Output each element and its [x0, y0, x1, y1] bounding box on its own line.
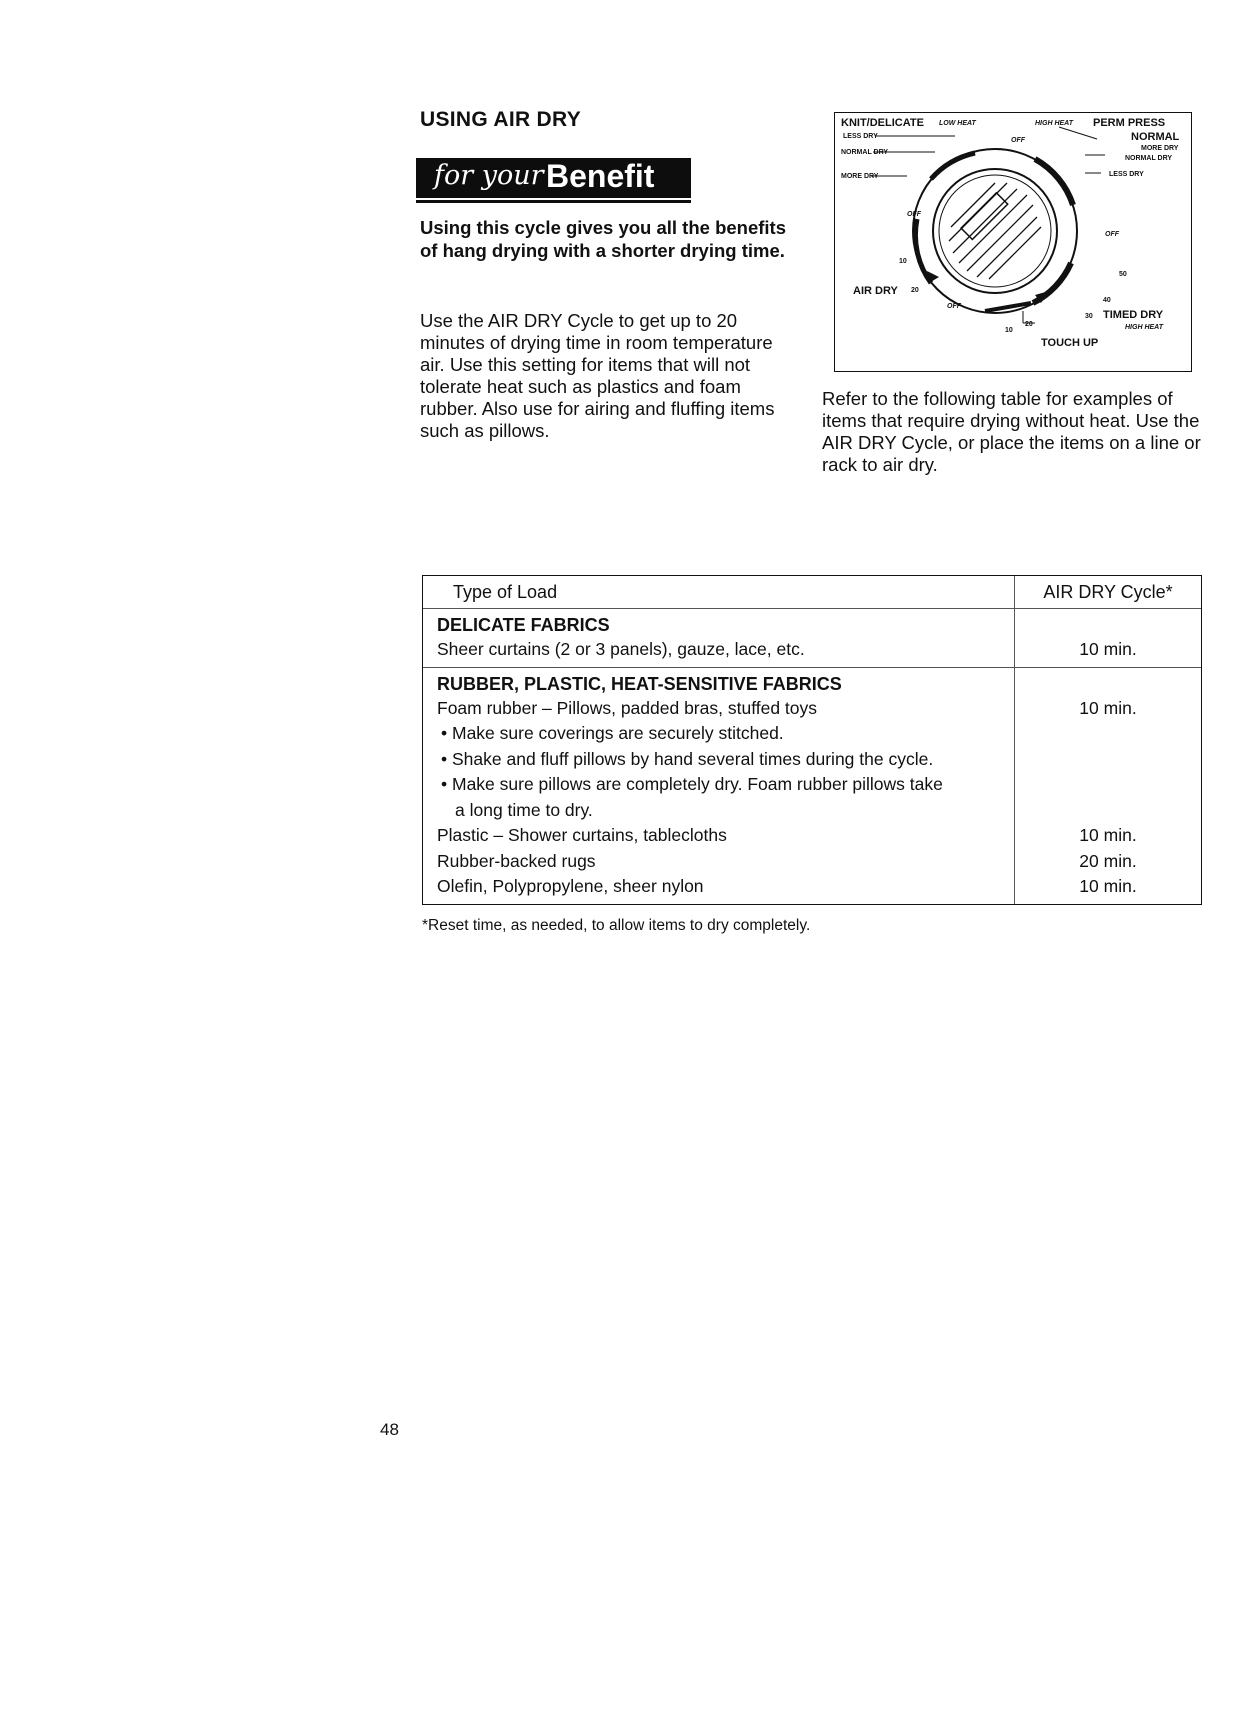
dial-label-more-dry-right: MORE DRY [1141, 145, 1179, 152]
banner-benefit-text: Benefit [546, 158, 655, 194]
dial-label-off-bottom: OFF [947, 303, 961, 310]
table-header-row [423, 576, 1201, 608]
air-dry-table [422, 575, 1202, 905]
dial-label-off-right: OFF [1105, 231, 1119, 238]
page-number: 48 [380, 1420, 399, 1439]
item-foam-rubber: Foam rubber – Pillows, padded bras, stuffed toys [437, 697, 818, 718]
dial-label-30: 30 [1085, 313, 1093, 320]
table-row-delicate [423, 608, 1201, 667]
lead-paragraph: Using this cycle gives you all the benefits of hang drying with a shorter drying time. [420, 217, 786, 261]
benefit-banner [416, 150, 691, 206]
table-row-rubber [423, 667, 1201, 904]
banner-script-text: for your [434, 160, 544, 191]
dial-label-normal-dry-right: NORMAL DRY [1125, 155, 1173, 162]
dial-label-50: 50 [1119, 271, 1127, 278]
dial-label-more-dry-left: MORE DRY [841, 173, 879, 180]
dial-label-20-bottom: 20 [1025, 321, 1033, 328]
dial-label-20-left: 20 [911, 287, 919, 294]
bullet-item: • Make sure coverings are securely stitched. [441, 723, 784, 743]
dial-label-touch-up: TOUCH UP [1041, 337, 1099, 349]
refer-paragraph: Refer to the following table for examples of items that require drying without heat. Use the AIR DRY Cycle, or place the items on a line or rack to air dry. [822, 388, 1201, 475]
category-rubber-plastic: RUBBER, PLASTIC, HEAT-SENSITIVE FABRICS [437, 673, 842, 694]
dial-label-perm-press: PERM PRESS [1093, 117, 1166, 129]
dial-label-knit-delicate: KNIT/DELICATE [841, 117, 924, 129]
time-plastic: 10 min. [1079, 825, 1137, 845]
dial-label-10-bottom: 10 [1005, 327, 1013, 334]
dial-graphic [835, 113, 1191, 371]
time-olefin: 10 min. [1079, 876, 1137, 896]
dial-label-high-heat-bottom: HIGH HEAT [1125, 324, 1163, 331]
section-title: USING AIR DRY [420, 108, 582, 131]
column-header-cycle: AIR DRY Cycle* [1043, 582, 1173, 602]
time-rubber-backed-rugs: 20 min. [1079, 850, 1137, 871]
footnote: *Reset time, as needed, to allow items to dry completely. [422, 917, 811, 934]
item-rubber-backed-rugs: Rubber-backed rugs [437, 850, 596, 871]
dial-label-low-heat: LOW HEAT [939, 120, 976, 127]
bullet-item: • Shake and fluff pillows by hand several times during the cycle. [441, 748, 934, 769]
dial-label-40: 40 [1103, 297, 1111, 304]
time-foam-rubber: 10 min. [1079, 697, 1137, 718]
item-plastic: Plastic – Shower curtains, tablecloths [437, 825, 727, 845]
time-sheer-curtains: 10 min. [1079, 639, 1137, 659]
dial-label-normal: NORMAL [1131, 131, 1180, 143]
dial-label-less-dry-right: LESS DRY [1109, 171, 1144, 178]
dial-label-10-left: 10 [899, 258, 907, 265]
body-paragraph: Use the AIR DRY Cycle to get up to 20 minutes of drying time in room temperature air. Use this setting for items that will not tolerate heat such as plastics and foam rubber. Also use for airing and fluffing items such as pillows. [420, 310, 775, 441]
dial-label-timed-dry: TIMED DRY [1103, 309, 1164, 321]
dial-label-less-dry-left: LESS DRY [843, 133, 878, 140]
dial-label-air-dry: AIR DRY [853, 285, 898, 297]
category-delicate: DELICATE FABRICS [437, 615, 610, 635]
bullet-item: • Make sure pillows are completely dry. Foam rubber pillows take a long time to dry. [441, 774, 943, 820]
column-header-load: Type of Load [423, 576, 1015, 608]
item-olefin: Olefin, Polypropylene, sheer nylon [437, 876, 704, 896]
control-dial-diagram [834, 112, 1192, 372]
dial-label-normal-dry-left: NORMAL DRY [841, 149, 889, 156]
dial-label-off-top: OFF [1011, 137, 1025, 144]
dial-label-high-heat-top: HIGH HEAT [1035, 120, 1073, 127]
dial-label-off-left: OFF [907, 211, 921, 218]
item-sheer-curtains: Sheer curtains (2 or 3 panels), gauze, lace, etc. [437, 639, 805, 659]
